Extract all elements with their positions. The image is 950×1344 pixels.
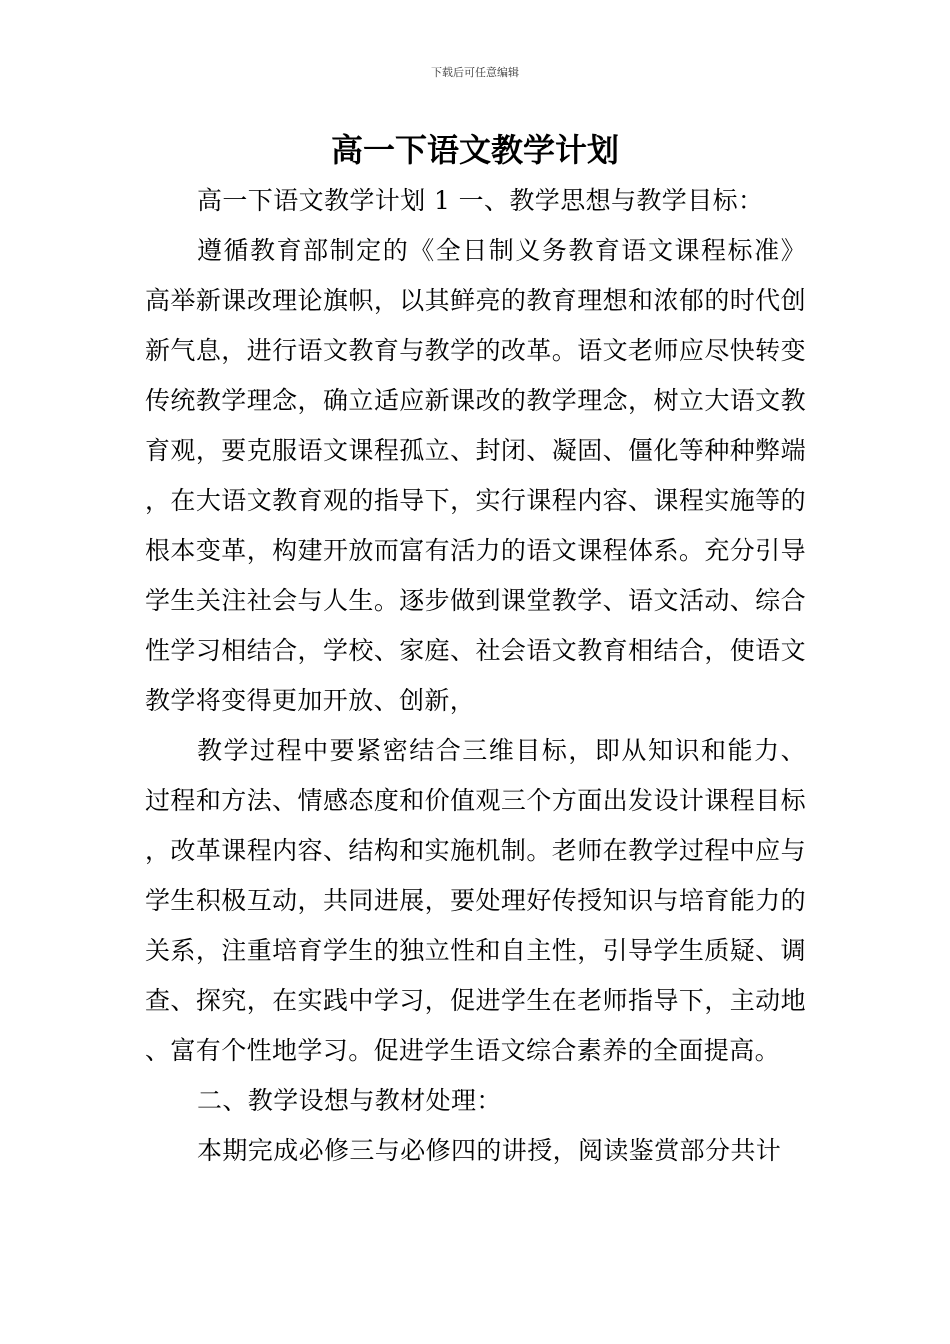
paragraph-4: 二、教学设想与教材处理： <box>197 1086 502 1115</box>
header-note: 下载后可任意编辑 <box>431 66 519 79</box>
document-title: 高一下语文教学计划 <box>330 131 619 169</box>
paragraph-1: 高一下语文教学计划 1 一、教学思想与教学目标： <box>197 186 764 215</box>
paragraph-3: 教学过程中要紧密结合三维目标，即从知识和能力、过程和方法、情感态度和价值观三个方面出发设计课程目标，改革课程内容、结构和实施机制。老师在教学过程中应与学生积极互动，共同进展，要处理好传授知识与培育能力的关系，注重培育学生的独立性和自主性，引导学生质疑、调查、探究，在实践中学习，促进学生在老师指导下，主动地、富有个性地学习。促进学生语文综合素养的全面提高。 <box>145 736 806 1065</box>
document-body <box>145 176 806 1176</box>
paragraph-5: 本期完成必修三与必修四的讲授，阅读鉴赏部分共计 <box>197 1136 782 1165</box>
paragraph-2: 遵循教育部制定的《全日制义务教育语文课程标准》高举新课改理论旗帜，以其鲜亮的教育理想和浓郁的时代创新气息，进行语文教育与教学的改革。语文老师应尽快转变传统教学理念，确立适应新课改的教学理念，树立大语文教育观，要克服语文课程孤立、封闭、凝固、僵化等种种弊端，在大语文教育观的指导下，实行课程内容、课程实施等的根本变革，构建开放而富有活力的语文课程体系。充分引导学生关注社会与人生。逐步做到课堂教学、语文活动、综合性学习相结合，学校、家庭、社会语文教育相结合，使语文教学将变得更加开放、创新， <box>145 236 806 715</box>
